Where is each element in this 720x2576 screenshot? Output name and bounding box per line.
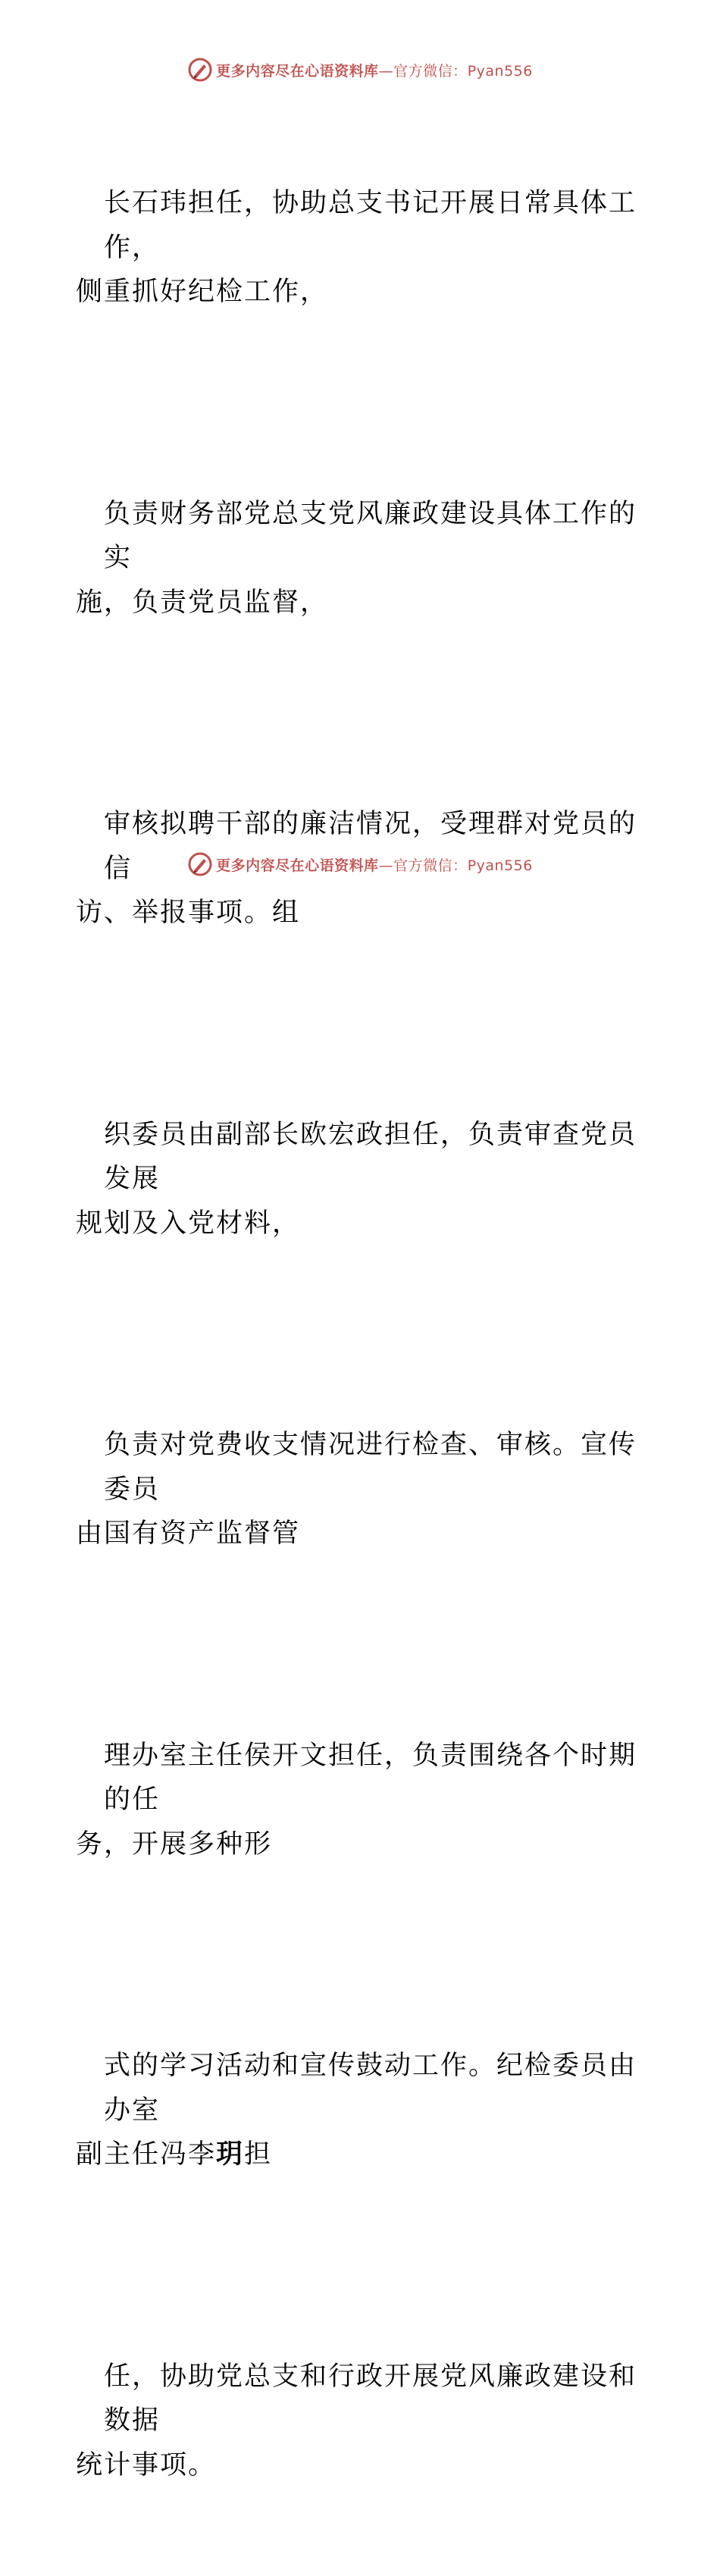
paragraph-line: 访、举报事项。组 (76, 891, 652, 935)
paragraph-4 (76, 1024, 652, 1335)
watermark-suffix-label: 官方微信： (393, 63, 468, 80)
paragraph-line: 侧重抓好纪检工作， (76, 270, 652, 315)
paragraph-line: 审核拟聘干部的廉洁情况，受理群对党员的信 (76, 802, 652, 891)
watermark-main: 更多内容尽在心语资料库 (216, 857, 379, 874)
paragraph-line (76, 2133, 652, 2177)
bold-character: 玥 (216, 2139, 244, 2170)
paragraph-6 (76, 1645, 652, 1956)
watermark-wechat-id: Pyan556 (468, 63, 533, 80)
header-watermark (0, 55, 720, 85)
footer-watermark (0, 849, 720, 879)
paragraph-1 (76, 92, 652, 403)
line-text: 担 (244, 2139, 272, 2170)
paragraph-line: 负责财务部党总支党风廉政建设具体工作的实 (76, 492, 652, 581)
paragraph-line: 任，协助党总支和行政开展党风廉政建设和数据 (76, 2355, 652, 2443)
watermark-dash: — (379, 63, 394, 80)
paragraph-line: 负责对党费收支情况进行检查、审核。宣传委员 (76, 1423, 652, 1512)
watermark-suffix-label: 官方微信： (393, 857, 468, 874)
paragraph-line: 式的学习活动和宣传鼓动工作。纪检委员由办室 (76, 2044, 652, 2133)
paragraph-line: 理办室主任侯开文担任，负责围绕各个时期的任 (76, 1734, 652, 1822)
paragraph-line: 统计事项。 (76, 2443, 652, 2488)
watermark-dash: — (379, 857, 394, 874)
paragraph-5 (76, 1334, 652, 1645)
paragraph-2 (76, 403, 652, 714)
paragraph-7 (76, 1955, 652, 2266)
paragraph-line: 施，负责党员监督， (76, 581, 652, 625)
watermark-main: 更多内容尽在心语资料库 (216, 63, 379, 80)
watermark-text (216, 854, 533, 875)
line-text: 副主任冯李 (76, 2139, 216, 2170)
paragraph-line: 长石玮担任，协助总支书记开展日常具体工作， (76, 181, 652, 270)
paragraph-line: 织委员由副部长欧宏政担任，负责审查党员发展 (76, 1113, 652, 1202)
watermark-wechat-id: Pyan556 (468, 857, 533, 874)
document-body (76, 92, 652, 2576)
paragraph-line: 由国有资产监督管 (76, 1512, 652, 1556)
paragraph-line: 规划及入党材料， (76, 1202, 652, 1246)
pen-logo-icon (187, 57, 213, 83)
paragraph-line: 务，开展多种形 (76, 1822, 652, 1867)
pen-logo-icon (187, 851, 213, 877)
paragraph-8 (76, 2266, 652, 2576)
watermark-text (216, 60, 533, 80)
